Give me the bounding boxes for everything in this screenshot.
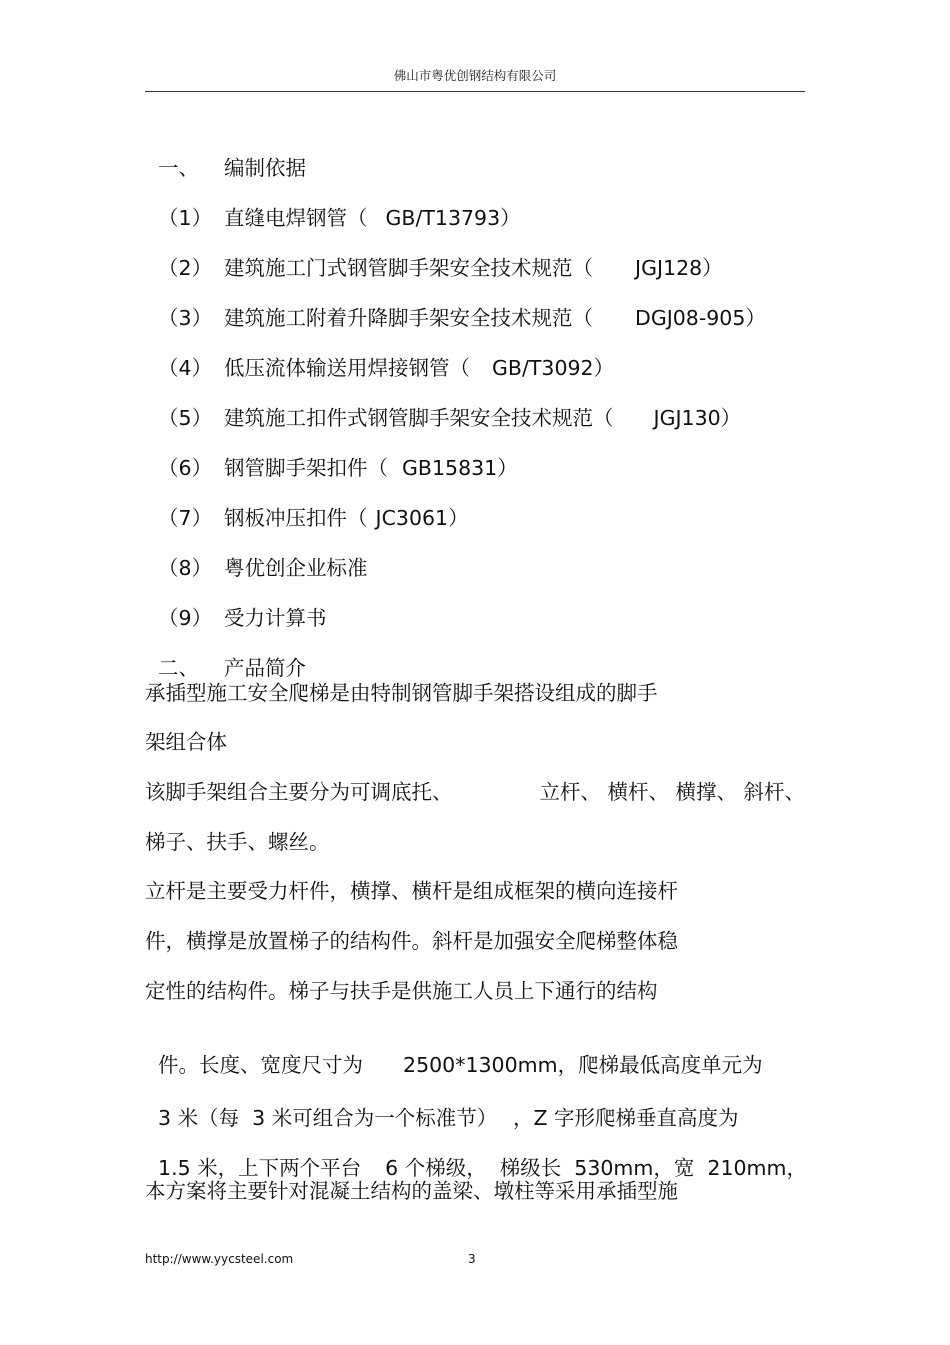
list-item-text: 受力计算书	[224, 606, 327, 630]
list-item	[145, 279, 766, 331]
body-text-segment: 该脚手架组合主要分为可调底托、	[145, 780, 453, 804]
page-number: 3	[468, 1252, 476, 1266]
body-text-segment: 3 米（每 3 米可组合为一个标准节）	[158, 1106, 487, 1130]
body-text-line: 本方案将主要针对混凝土结构的盖梁、墩柱等采用承插型施	[145, 1179, 678, 1203]
list-item-text: 低压流体输送用焊接钢管（	[224, 356, 471, 380]
body-text-line: 立杆是主要受力杆件，横撑、横杆是组成框架的横向连接杆	[145, 879, 678, 903]
section-title: 产品简介	[224, 656, 307, 680]
list-item	[145, 379, 741, 431]
list-item-text: 建筑施工门式钢管脚手架安全技术规范（	[224, 256, 594, 280]
list-item-number: （3）	[158, 306, 213, 330]
list-item-text: 建筑施工扣件式钢管脚手架安全技术规范（	[224, 406, 614, 430]
section-number: 二、	[158, 656, 200, 680]
list-item	[145, 229, 723, 281]
list-item-code: JC3061）	[375, 506, 469, 530]
list-item-code: DGJ08-905）	[635, 306, 766, 330]
list-item-code: GB15831）	[402, 456, 518, 480]
list-item-number: （9）	[158, 606, 213, 630]
body-text-segment: 6 个梯级， 梯级长 530mm，宽 210mm，	[385, 1156, 807, 1180]
list-item-number: （6）	[158, 456, 213, 480]
list-item-text: 钢管脚手架扣件（	[224, 456, 389, 480]
list-item	[145, 179, 521, 231]
body-text-line	[145, 1079, 739, 1131]
list-item-code: GB/T3092）	[492, 356, 615, 380]
body-text-line: 定性的结构件。梯子与扶手是供施工人员上下通行的结构	[145, 979, 658, 1003]
body-text-segment: 件。长度、宽度尺寸为	[158, 1053, 364, 1077]
list-item-code: JGJ128）	[635, 256, 723, 280]
list-item	[145, 579, 327, 631]
section-heading	[145, 129, 306, 181]
section-title: 编制依据	[224, 156, 307, 180]
section-number: 一、	[158, 156, 200, 180]
list-item-text: 粤优创企业标准	[224, 556, 368, 580]
list-item-text: 建筑施工附着升降脚手架安全技术规范（	[224, 306, 594, 330]
body-text-segment: 2500*1300mm，爬梯最低高度单元为	[403, 1053, 763, 1077]
list-item-number: （1）	[158, 206, 213, 230]
list-item	[145, 479, 469, 531]
list-item	[145, 329, 614, 381]
footer-url[interactable]: http://www.yycsteel.com	[145, 1252, 294, 1266]
section-heading	[145, 629, 306, 681]
body-text-line: 件，横撑是放置梯子的结构件。斜杆是加强安全爬梯整体稳	[145, 929, 678, 953]
list-item-number: （7）	[158, 506, 213, 530]
header-divider	[145, 91, 805, 92]
list-item-code: GB/T13793）	[385, 206, 521, 230]
body-text-segment: ，Z 字形爬梯垂直高度为	[512, 1106, 739, 1130]
body-text-line: 承插型施工安全爬梯是由特制钢管脚手架搭设组成的脚手	[145, 681, 658, 705]
body-text-line	[145, 1129, 807, 1181]
list-item-number: （2）	[158, 256, 213, 280]
body-text-segment: 立杆、 横杆、 横撑、 斜杆、	[539, 780, 805, 804]
body-text-line	[145, 779, 805, 805]
list-item	[145, 529, 368, 581]
list-item-number: （8）	[158, 556, 213, 580]
list-item-number: （4）	[158, 356, 213, 380]
body-text-segment: 1.5 米，上下两个平台	[158, 1156, 362, 1180]
list-item-code: JGJ130）	[653, 406, 742, 430]
list-item-text: 直缝电焊钢管（	[224, 206, 368, 230]
body-text-line	[145, 1026, 763, 1078]
body-text-line: 梯子、扶手、螺丝。	[145, 830, 330, 854]
list-item-text: 钢板冲压扣件（	[224, 506, 368, 530]
list-item	[145, 429, 518, 481]
body-text-line: 架组合体	[145, 730, 227, 754]
page-header-company: 佛山市粤优创钢结构有限公司	[393, 68, 557, 83]
list-item-number: （5）	[158, 406, 213, 430]
